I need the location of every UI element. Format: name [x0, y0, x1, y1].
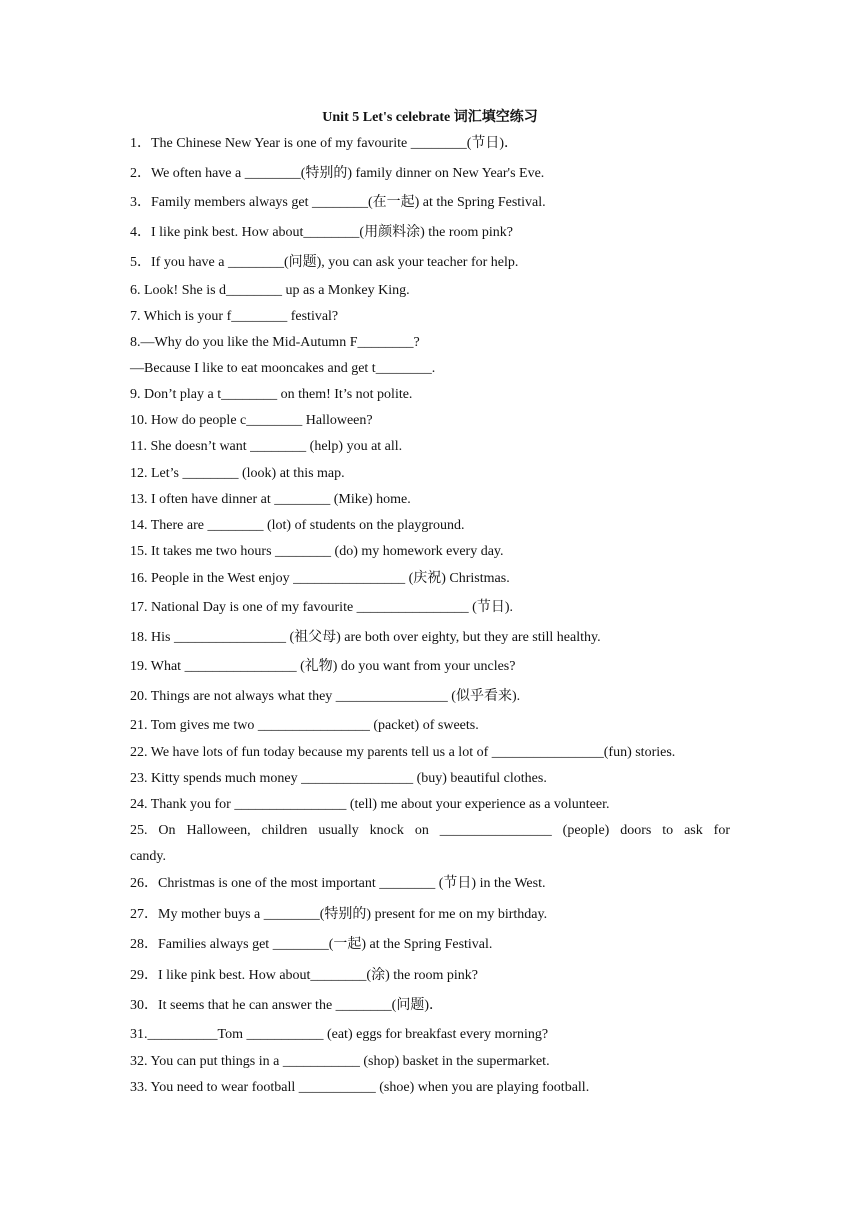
exercise-line-26: 26．Christmas is one of the most important ________ (节日) in the West.: [130, 876, 546, 891]
exercise-line-16: 16. People in the West enjoy ________________ (庆祝) Christmas.: [130, 571, 510, 586]
exercise-line-6: 6. Look! She is d________ up as a Monkey King.: [130, 283, 410, 298]
page-title: Unit 5 Let's celebrate 词汇填空练习: [322, 110, 538, 125]
exercise-line-10: 10. How do people c________ Halloween?: [130, 413, 373, 428]
exercise-line-18: 18. His ________________ (祖父母) are both over eighty, but they are still healthy.: [130, 630, 601, 645]
exercise-line-9: 9. Don’t play a t________ on them! It’s not polite.: [130, 387, 413, 402]
exercise-line-5: 5．If you have a ________(问题), you can ask your teacher for help.: [130, 255, 519, 270]
exercise-line-29: 29．I like pink best. How about________(涂) the room pink?: [130, 968, 479, 983]
exercise-line-3: 3．Family members always get ________(在一起) at the Spring Festival.: [130, 195, 546, 210]
exercise-line-11: 11. She doesn’t want ________ (help) you at all.: [130, 439, 403, 454]
exercise-line-21: 21. Tom gives me two ________________ (packet) of sweets.: [130, 718, 479, 733]
exercise-line-1: 1．The Chinese New Year is one of my favourite ________(节日)．: [130, 136, 519, 151]
exercise-line-14: 14. There are ________ (lot) of students on the playground.: [130, 518, 465, 533]
exercise-line-19: 19. What ________________ (礼物) do you want from your uncles?: [130, 659, 516, 674]
exercise-line-24: 24. Thank you for ________________ (tell) me about your experience as a volunteer.: [130, 797, 610, 812]
exercise-line-25-continued: candy.: [130, 849, 167, 864]
exercise-line-25: 25. On Halloween, children usually knock on ________________ (people) doors to ask for: [130, 823, 730, 838]
exercise-line-22: 22. We have lots of fun today because my parents tell us a lot of ________________(fun) stories.: [130, 745, 676, 760]
exercise-line-31: 31.__________Tom ___________ (eat) eggs for breakfast every morning?: [130, 1027, 549, 1042]
exercise-line-13: 13. I often have dinner at ________ (Mike) home.: [130, 492, 411, 507]
exercise-line-33: 33. You need to wear football ___________ (shoe) when you are playing football.: [130, 1080, 590, 1095]
exercise-line-12: 12. Let’s ________ (look) at this map.: [130, 466, 345, 481]
exercise-line-4: 4．I like pink best. How about________(用颜料涂) the room pink?: [130, 225, 514, 240]
exercise-line-23: 23. Kitty spends much money ________________ (buy) beautiful clothes.: [130, 771, 547, 786]
exercise-line-27: 27．My mother buys a ________(特别的) present for me on my birthday.: [130, 907, 548, 922]
exercise-line-17: 17. National Day is one of my favourite ________________ (节日).: [130, 600, 513, 615]
exercise-line-32: 32. You can put things in a ___________ (shop) basket in the supermarket.: [130, 1054, 550, 1069]
exercise-line-8: 8.—Why do you like the Mid-Autumn F________?: [130, 335, 420, 350]
exercise-line-28: 28．Families always get ________(一起) at the Spring Festival.: [130, 937, 493, 952]
exercise-line-7: 7. Which is your f________ festival?: [130, 309, 339, 324]
exercise-line-20: 20. Things are not always what they ________________ (似乎看来).: [130, 689, 521, 704]
exercise-line-30: 30．It seems that he can answer the ________(问题)．: [130, 998, 443, 1013]
exercise-line-8-answer: —Because I like to eat mooncakes and get t________.: [130, 361, 436, 376]
exercise-line-2: 2．We often have a ________(特别的) family dinner on New Year's Eve.: [130, 166, 545, 181]
exercise-line-15: 15. It takes me two hours ________ (do) my homework every day.: [130, 544, 504, 559]
